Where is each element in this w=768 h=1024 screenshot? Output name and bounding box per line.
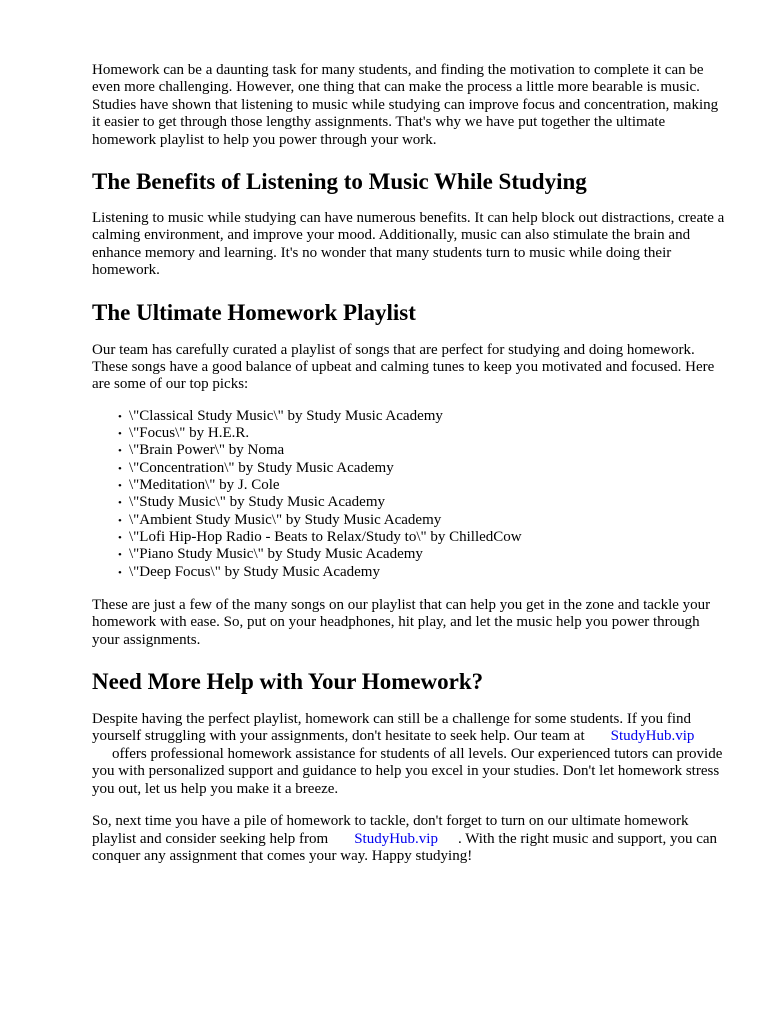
- list-item-text: \"Classical Study Music\" by Study Music Academy: [129, 407, 443, 424]
- list-item: [118, 477, 728, 494]
- list-item: [118, 425, 728, 442]
- list-item: [118, 408, 728, 425]
- conclusion-paragraph: [92, 813, 728, 865]
- help-heading: Need More Help with Your Homework?: [92, 669, 484, 695]
- list-item-text: \"Focus\" by H.E.R.: [129, 425, 250, 442]
- conclusion-text-before: So, next time you have a pile of homework to tackle, don't forget to turn on our ultimate homework playlist and consider seeking help from: [92, 813, 689, 847]
- bullet-icon: •: [118, 445, 122, 458]
- conclusion-text-after: . With the right music and support, you can conquer any assignment that comes your way. Happy studying!: [92, 830, 718, 864]
- document-page: [92, 62, 728, 865]
- intro-paragraph: Homework can be a daunting task for many students, and finding the motivation to complete it can be even more challenging. However, one thing that can make the process a little more bearable is music. Studies have shown that listening to music while studying can improve focus and concentration, making it easier to get through those lengthy assignments. That's why we have put together the ultimate homework playlist to help you power through your work.: [92, 62, 719, 148]
- benefits-paragraph: Listening to music while studying can have numerous benefits. It can help block out distractions, create a calming environment, and improve your mood. Additionally, music can also stimulate the brain and enhance memory and learning. It's no wonder that many students turn to music while doing their homework.: [92, 210, 725, 279]
- playlist-closing-paragraph: These are just a few of the many songs on our playlist that can help you get in the zone and tackle your homework with ease. So, put on your headphones, hit play, and let the music help you power through your assignments.: [92, 596, 711, 648]
- playlist-list: [92, 408, 728, 581]
- bullet-icon: •: [118, 480, 122, 493]
- list-item-text: \"Lofi Hip-Hop Radio - Beats to Relax/Study to\" by ChilledCow: [129, 528, 522, 545]
- studyhub-link[interactable]: StudyHub.vip: [354, 830, 438, 847]
- bullet-icon: •: [118, 514, 122, 527]
- list-item: [118, 512, 728, 529]
- list-item: [118, 460, 728, 477]
- list-item: [118, 564, 728, 581]
- bullet-icon: •: [118, 566, 122, 579]
- help-text-after: offers professional homework assistance for students of all levels. Our experienced tutors can provide you with personalized support and guidance to help you excel in your studies. Don't let homework stress you out, let us help you make it a breeze.: [92, 745, 723, 797]
- list-item-text: \"Study Music\" by Study Music Academy: [129, 494, 385, 511]
- help-text-before: Despite having the perfect playlist, homework can still be a challenge for some students. If you find yourself struggling with your assignments, don't hesitate to seek help. Our team at: [92, 711, 691, 745]
- list-item: [118, 442, 728, 459]
- bullet-icon: •: [118, 549, 122, 562]
- bullet-icon: •: [118, 428, 122, 441]
- list-item: [118, 494, 728, 511]
- list-item-text: \"Deep Focus\" by Study Music Academy: [129, 563, 380, 580]
- list-item-text: \"Meditation\" by J. Cole: [129, 477, 280, 494]
- list-item-text: \"Concentration\" by Study Music Academy: [129, 459, 394, 476]
- studyhub-link[interactable]: StudyHub.vip: [610, 728, 695, 745]
- help-paragraph: [92, 711, 728, 798]
- benefits-heading: The Benefits of Listening to Music While Studying: [92, 169, 587, 195]
- bullet-icon: •: [118, 497, 122, 510]
- playlist-heading: The Ultimate Homework Playlist: [92, 299, 416, 325]
- list-item-text: \"Ambient Study Music\" by Study Music Academy: [129, 511, 442, 528]
- list-item: [118, 529, 728, 546]
- list-item: [118, 546, 728, 563]
- list-item-text: \"Brain Power\" by Noma: [129, 442, 285, 459]
- bullet-icon: •: [118, 462, 122, 475]
- playlist-intro-paragraph: Our team has carefully curated a playlist of songs that are perfect for studying and doing homework. These songs have a good balance of upbeat and calming tunes to keep you motivated and focused. Here are some of our top picks:: [92, 341, 715, 393]
- bullet-icon: •: [118, 531, 122, 544]
- list-item-text: \"Piano Study Music\" by Study Music Academy: [129, 546, 423, 563]
- bullet-icon: •: [118, 410, 122, 423]
